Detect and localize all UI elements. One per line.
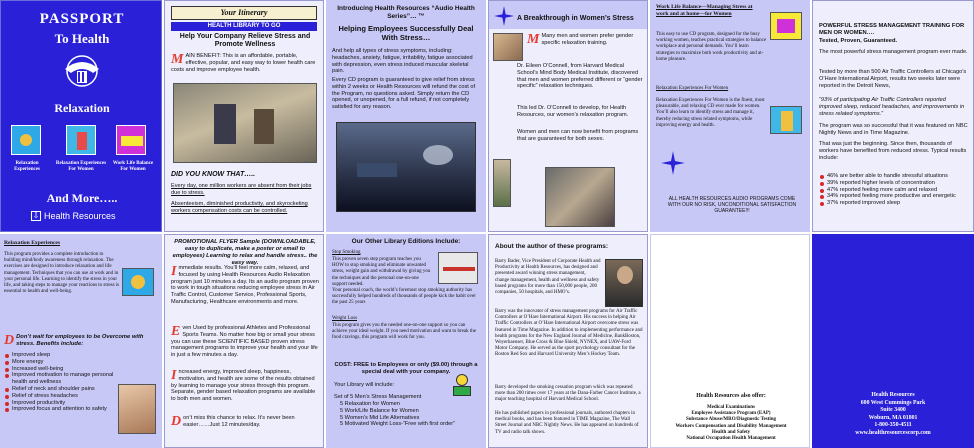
cd-women-thumb xyxy=(770,106,802,134)
offer-item: Medical Examinations xyxy=(707,405,755,410)
fact-2: Absenteeism, diminished productivity, and skyrocketing workers compensation costs can be controlled. xyxy=(171,201,308,214)
cd-thumb-2 xyxy=(66,125,96,155)
suite: Suite 3400 xyxy=(880,407,906,414)
compass-icon xyxy=(493,5,515,27)
cover-title: PASSPORT xyxy=(39,11,125,27)
cover-item-3: Work Life Balance For Women xyxy=(112,161,154,173)
library-include: Your Library will include: xyxy=(334,382,395,388)
cd-relax-thumb xyxy=(122,268,154,296)
compass-icon xyxy=(660,150,686,176)
cover-item-1: Relaxation Experiences xyxy=(14,161,40,173)
author-heading: About the author of these programs: xyxy=(495,243,609,250)
worklife-heading: Work Life Balance—Managing Stress at work and at home—for Women xyxy=(656,4,753,17)
promo-b4: Don’t miss this chance to relax. It’s never been easier……Just 12 minutes/day. xyxy=(171,414,295,429)
offer-item: Workers Compensation and Disability Management xyxy=(675,423,787,429)
guarantee-text: ALL HEALTH RESOURCES AUDIO PROGRAMS COME WITH OUR NO RISK, UNCONDITIONAL SATISFACTION GUARANTEE!!! xyxy=(667,196,797,215)
panel-other-editions xyxy=(326,234,486,448)
promo-b3-text: ncreased energy, improved sleep, happiness, motivation, and health are some of the results obtained by learning to manage your stress through this program. Separate, gender based relaxation programs are available to both men and women. xyxy=(171,369,316,403)
benefit-item: More energy xyxy=(4,359,114,366)
eagle-seal-icon xyxy=(57,51,107,91)
promo-b1: Immediate results. You’ll feel more calm, relaxed, and focused by using Health Resources Audio Relaxation program just 10 minutes a day. Its an audio program proven to work in tough situations reducing employee stress in Air Traffic Control, Customer Service, Professional Sports, Manufacturing, Healthcare environments and more. xyxy=(171,264,319,305)
relax-exp-heading: Relaxation Experiences xyxy=(4,240,61,246)
promo-b2-text: ven Used by professional Athletes and Professional Sports Teams. No matter how big or small your stress you can use these SCIENTIFIC BASED proven stress management programs to improve your health and your life in just a few minutes a day. xyxy=(171,325,318,359)
offer-heading: Health Resources also offer: xyxy=(696,393,766,399)
benefits-list xyxy=(4,352,114,413)
cover-relaxation: Relaxation xyxy=(54,101,110,115)
relaxing-woman-photo xyxy=(118,384,156,434)
panel-audio-series xyxy=(326,0,486,232)
fact-1: Every day, one million workers are absent from their jobs due to stress. xyxy=(171,183,312,196)
website-link[interactable]: www.healthresourcescorp.com xyxy=(855,429,931,436)
author-b4: He has published papers in professional journals, authored chapters in medical books, and has been featured in TIME Magazine, The Wall Street Journal and NBC Nightly News. He has appeared on hundreds of TV and radio talk shows. xyxy=(495,411,639,435)
powerful-heading: POWERFUL STRESS MANAGEMENT TRAINING FOR MEN OR WOMEN…. xyxy=(819,23,965,36)
cover-logo xyxy=(31,211,116,221)
did-you-know: DID YOU KNOW THAT….. xyxy=(171,171,256,178)
relax-exp-body: This program provides a complete introduction to building mind/body awareness through relaxation. The exercises are designed to introduce relaxation and life management. Techniques that you can use at work and in your personal life. Learning to identify the stress in your life, and taking steps to manage your reactions to stress is essential to health and well-being. xyxy=(4,252,120,295)
editions-heading: Our Other Library Editions Include: xyxy=(351,238,461,245)
cover-more: And More….. xyxy=(46,191,118,205)
breakthrough-body-1: M Many men and women prefer gender specific relaxation training. xyxy=(527,32,634,47)
audio-body: And help all types of stress symptoms, including: headaches, anxiety, fatigue, irritability, fatigue associated with depression, even stress induced muscular skeletal pain. xyxy=(332,48,473,75)
woman-photo xyxy=(493,33,523,61)
cd-thumb-1 xyxy=(11,125,41,155)
powerful-sub: Tested, Proven, Guaranteed. xyxy=(819,38,898,44)
city: Woburn, MA 01801 xyxy=(868,414,918,421)
breakthrough-body-3: This led Dr. O’Connell to develop, for Health Resources, our women’s relaxation program. xyxy=(517,105,629,118)
result-item: 34% reported feeling more productive and energetic xyxy=(819,193,969,200)
author-b1: Barry Bader, Vice President of Corporate Health and Productivity at Health Resources, has designed and presented award winning stress management, change management, health and wellness and safety based programs for more than 150,000 people, 200 companies, 50 hospitals, and HMO’s. xyxy=(495,259,601,296)
audio-subheading: Helping Employees Successfully Deal With Stress… xyxy=(338,24,474,42)
itinerary-heading: Help Your Company Relieve Stress and Promote Wellness xyxy=(179,33,311,48)
offer-item: Health and Safety xyxy=(711,429,751,435)
library-item: 5 Women’s Mid Life Alternatives xyxy=(340,414,420,421)
phone: 1-800-350-4511 xyxy=(874,422,912,429)
worklife-body: This easy to use CD program, designed for the busy working women, teaches practical strategies to balance workplace and personal demands. You’ll learn strategies to maximize both work productivity and at-home pleasure. xyxy=(656,32,767,62)
promo-b3: Increased energy, improved sleep, happiness, motivation, and health are some of the results obtained by learning to manage your stress through this program. Separate, gender based relaxation programs are available to both men and women. xyxy=(171,368,316,403)
smoking-cd-thumb xyxy=(438,252,478,284)
author-photo xyxy=(605,259,643,307)
team-photo xyxy=(545,167,615,227)
author-b2: Barry was the innovator of stress management programs for Air Traffic Controllers at O’Hare International Airport. His success in helping Air Traffic Controllers at O’Hare International Airport overcome stress was featured in Time Magazine. In addition to implementing performance and health programs for the New England Journal of Medicine, BankBoston, Weyerhaeuser, Blue Cross & Blue Shield, NYNEX, and UAW-Ford Motor Company. He served as the sport psychology consultant for the Boston Red Sox and Harvard University Men’s Hockey Team. xyxy=(495,309,643,358)
result-item: 37% reported improved sleep xyxy=(819,200,969,207)
stop-smoking-heading: Stop Smoking xyxy=(332,250,361,255)
panel-back-cover xyxy=(812,234,974,448)
logo-icon: ⇩ xyxy=(32,211,40,220)
office-photo xyxy=(173,83,317,163)
itinerary-body-text: AIN BENEFIT: This is an affordable, portable, effective, popular, and easy way to lower health care costs and improve employee health. xyxy=(171,53,316,73)
breakthrough-heading: A Breakthrough in Women’s Stress xyxy=(517,15,634,22)
powerful-quote: “93% of participating Air Traffic Controllers reported improved sleep, reduced headaches, and improvements in stress related symptoms.” xyxy=(819,97,965,117)
library-set: Set of 5 Men’s Stress Management xyxy=(334,394,422,400)
powerful-b1: The most powerful stress management program ever made. xyxy=(819,49,968,55)
promo-heading: PROMOTIONAL FLYER Sample (DOWNLOADABLE, easy to duplicate, make a poster or email to employees) Learning to relax and handle stress.. the easy way. xyxy=(172,239,318,266)
library-list xyxy=(340,401,480,428)
panel-cover xyxy=(0,0,162,232)
cd-thumb-3 xyxy=(116,125,146,155)
stop-smoking-body-2: Your personal coach, the world’s foremost stop smoking authority has successfully helped hundreds of thousands of people kick the habit over the past 25 years xyxy=(332,288,476,306)
relax-women-body: Relaxation Experiences For Women is the finest, most pleasurable, and relaxing CD ever made for women. You’ll also learn to identify stress and manage it, thereby reducing stress related symptoms, while improving energy and health. xyxy=(656,98,765,128)
promo-b4-text: on’t miss this chance to relax. It’s never been easier……Just 12 minutes/day. xyxy=(183,415,295,428)
offer-list xyxy=(651,405,810,442)
offer-item: Employee Assistance Program (EAP) xyxy=(691,411,771,417)
benefits-heading: D Don’t wait for employees to be Overcome with stress. Benefits include: xyxy=(4,333,144,348)
library-item: 5 Motivated Weight Loss-“Free with first order” xyxy=(340,421,455,428)
panel-breakthrough xyxy=(488,0,648,232)
result-item: 47% reported feeling more calm and relaxed xyxy=(819,187,969,194)
benefit-item: Improved productivity xyxy=(4,400,114,407)
benefits-heading-text: Don’t wait for employees to be Overcome with stress. Benefits include: xyxy=(16,334,144,347)
relax-women-heading: Relaxation Experiences For Women xyxy=(656,86,729,91)
promo-b1-text: mmediate results. You’ll feel more calm, relaxed, and focused by using Health Resources Audio Relaxation program just 10 minutes a day. Its an audio program proven to work in tough situations reducing employee stress in Air Traffic Control, Customer Service, Professional Sports, Manufacturing, Healthcare environments and more. xyxy=(171,265,319,305)
offer-item: Substance Abuse/MRO/Diagnostic Testing xyxy=(685,417,777,423)
offer-item: National Occupation Health Management xyxy=(686,436,776,442)
results-list xyxy=(819,173,969,207)
panel-also-offer xyxy=(650,234,810,448)
logo-text: Health Resources xyxy=(44,211,116,221)
benefit-item: Relief of stress headaches xyxy=(4,393,114,400)
itinerary-badge: Your Itinerary xyxy=(171,6,317,20)
panel-promo-flyer xyxy=(164,234,324,448)
benefit-item: Relief of neck and shoulder pains xyxy=(4,386,114,393)
panel-relax-experiences xyxy=(0,234,162,448)
cost-text: COST: FREE to Employees or only ($9.00) through a special deal with your company. xyxy=(334,362,478,375)
cd-worklife-thumb xyxy=(770,12,802,40)
result-item: 46% are better able to handle stressful situations xyxy=(819,173,969,180)
mascot-icon xyxy=(450,374,474,396)
powerful-b3: The program was so successful that it was featured on NBC Nightly News and in Time Magazine. xyxy=(819,123,968,136)
weight-loss-heading: Weight Loss xyxy=(332,316,358,321)
breakthrough-body-1-text: Many men and women prefer gender specific relaxation training. xyxy=(541,33,634,46)
promo-b2: Even Used by professional Athletes and Professional Sports Teams. No matter how big or small your stress you can use these SCIENTIFIC BASED proven stress management programs to improve your health and your life in just a few minutes a day. xyxy=(171,324,318,359)
panel-author xyxy=(488,234,648,448)
address-block xyxy=(812,392,974,438)
itinerary-body: MAIN BENEFIT: This is an affordable, portable, effective, popular, and easy way to lower health care costs and improve employee health. xyxy=(171,52,316,73)
panel-powerful xyxy=(812,0,974,232)
panel-work-life xyxy=(650,0,810,232)
audio-heading: Introducing Health Resources “Audio Health Series”… ™ xyxy=(337,5,475,20)
audio-body-2: Every CD program is guaranteed to give relief from stress within 2 weeks or Health Resources will refund the cost of the Program, no questions asked. Simply return the CD opened, or unopened, for a full refund, if not completely satisfied for any reason. xyxy=(332,77,476,111)
library-item: 5 Relaxation for Women xyxy=(340,401,400,407)
weight-loss-body: This program gives you the needed one-on-one support so you can achieve your ideal weight. If you need motivation and want to break the food cravings, this program will work for you. xyxy=(332,323,476,341)
panel-itinerary xyxy=(164,0,324,232)
mountain-photo xyxy=(493,159,511,207)
benefit-item: Increased well-being xyxy=(4,366,114,373)
breakthrough-body-4: Women and men can now benefit from programs that are guaranteed for both sexes. xyxy=(517,129,639,142)
author-b3: Barry developed the smoking cessation program which was repeated more than 200 times over 17 years at the Dana-Farber Cancer Institute, a major teaching hospital of Harvard Medical School. xyxy=(495,385,641,403)
company-name: Health Resources xyxy=(871,392,915,398)
library-item: 5 Work/Life Balance for Women xyxy=(340,407,419,414)
benefit-item: Improved motivation to manage personal health and wellness xyxy=(4,372,114,386)
cover-item-2: Relaxation Experiences For Women xyxy=(55,161,107,173)
stop-smoking-body: This proven seven step program teaches you HOW to stop smoking and eliminate unwanted stress, weight gain and withdrawal by giving you the techniques and the personal one-on-one support needed. xyxy=(332,257,431,287)
powerful-b4: That was just the beginning. Since then, thousands of workers have benefited from reduced stress. Typical results include: xyxy=(819,141,967,161)
control-tower-photo xyxy=(336,122,476,212)
breakthrough-body-2: Dr. Eileen O’Connell, from Harvard Medical School’s Mind Body Medical Institute, discovered that men and women preferred different or “gender specific” relaxation techniques. xyxy=(517,63,643,90)
benefit-item: Improved focus and attention to safety xyxy=(4,406,114,413)
powerful-b2: Tested by more than 500 Air Traffic Controllers at Chicago’s O’Hare International Airport, results two weeks later were reported in the Detroit News, xyxy=(819,69,967,89)
result-item: 39% reported higher levels of concentration xyxy=(819,180,969,187)
benefit-item: Improved sleep xyxy=(4,352,114,359)
street: 600 West Cummings Park xyxy=(860,399,926,406)
cover-subtitle: To Health xyxy=(54,31,110,46)
library-bar: HEALTH LIBRARY TO GO xyxy=(171,22,317,31)
